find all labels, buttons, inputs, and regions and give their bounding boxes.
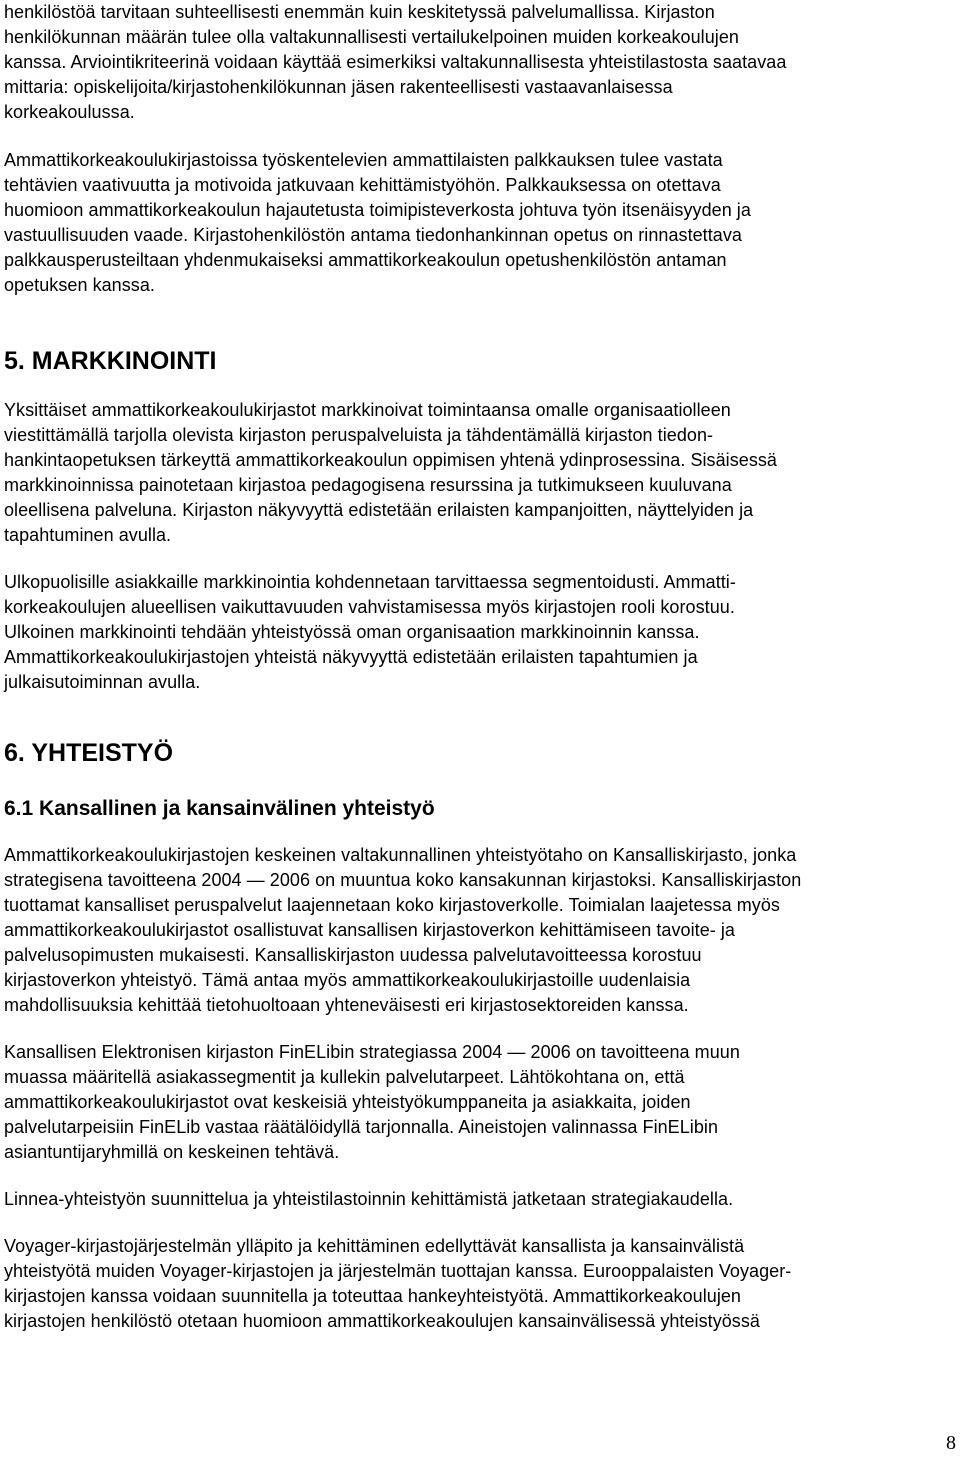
text-line: Ammattikorkeakoulukirjastojen yhteistä näkyvyyttä edistetään erilaisten tapahtumien ja <box>4 647 698 667</box>
text-line: asiantuntijaryhmillä on keskeinen tehtävä. <box>4 1142 340 1162</box>
text-line: kirjastoverkon yhteistyö. Tämä antaa myös ammattikorkeakoulukirjastoille uudenlaisia <box>4 970 691 990</box>
text-line: Kansallisen Elektronisen kirjaston FinELibin strategiassa 2004 — 2006 on tavoitteena muun <box>4 1042 740 1062</box>
paragraph-staff-size <box>4 0 956 125</box>
text-line: Ammattikorkeakoulukirjastojen keskeinen valtakunnallinen yhteistyötaho on Kansalliskirjasto, jonka <box>4 845 797 865</box>
text-line: mahdollisuuksia kehittää tietohuoltoaan yhteneväisesti eri kirjastosektoreiden kanssa. <box>4 995 689 1015</box>
text-line: henkilökunnan määrän tulee olla valtakunnallisesti vertailukelpoinen muiden korkeakoulujen <box>4 27 739 47</box>
text-line: huomioon ammattikorkeakoulun hajautetusta toimipisteverkosta johtuva työn itsenäisyyden ja <box>4 200 751 220</box>
paragraph-marketing-internal <box>4 398 956 548</box>
document-page <box>4 0 956 1334</box>
text-line: opetuksen kanssa. <box>4 275 155 295</box>
text-line: palvelusopimusten mukaisesti. Kansalliskirjaston uudessa palvelutavoitteessa korostuu <box>4 945 702 965</box>
text-line: viestittämällä tarjolla olevista kirjaston peruspalveluista ja tähdentämällä kirjaston tiedon- <box>4 425 714 445</box>
text-line: Voyager-kirjastojärjestelmän ylläpito ja kehittäminen edellyttävät kansallista ja kansainvälistä <box>4 1236 745 1256</box>
text-line: tuottamat kansalliset peruspalvelut laajennetaan koko kirjastoverkolle. Toimialan laajetessa myös <box>4 895 780 915</box>
text-line: tapahtuminen avulla. <box>4 525 172 545</box>
paragraph-voyager <box>4 1234 956 1334</box>
heading-marketing: 5. MARKKINOINTI <box>4 347 217 375</box>
page-number: 8 <box>946 1432 956 1454</box>
text-line: hankintaopetuksen tärkeyttä ammattikorkeakoulun oppimisen yhtenä ydinprosessina. Sisäisessä <box>4 450 777 470</box>
text-line: Ulkopuolisille asiakkaille markkinointia kohdennetaan tarvittaessa segmentoidusti. Ammatti- <box>4 572 736 592</box>
text-line: oleellisena palveluna. Kirjaston näkyvyyttä edistetään erilaisten kampanjoitten, näyttelyiden ja <box>4 500 754 520</box>
text-line: kirjastojen henkilöstö otetaan huomioon ammattikorkeakoulujen kansainvälisessä yhteistyössä <box>4 1311 760 1331</box>
paragraph-national-library <box>4 843 956 1018</box>
text-line: kanssa. Arviointikriteerinä voidaan käyttää esimerkiksi valtakunnallisesta yhteistilastosta saatavaa <box>4 52 787 72</box>
text-line: Ulkoinen markkinointi tehdään yhteistyössä oman organisaation markkinoinnin kanssa. <box>4 622 700 642</box>
text-line: kirjastojen kanssa voidaan suunnitella ja toteuttaa hankeyhteistyötä. Ammattikorkeakoulujen <box>4 1286 741 1306</box>
paragraph-linnea <box>4 1187 956 1212</box>
text-line: markkinoinnissa painotetaan kirjastoa pedagogisena resurssina ja tutkimukseen kuuluvana <box>4 475 732 495</box>
text-line: muassa määritellä asiakassegmentit ja kullekin palvelutarpeet. Lähtökohtana on, että <box>4 1067 685 1087</box>
text-line: korkeakoulussa. <box>4 102 135 122</box>
paragraph-salary <box>4 148 956 298</box>
text-line: yhteistyötä muiden Voyager-kirjastojen ja järjestelmän tuottajan kanssa. Eurooppalaisten Voyager- <box>4 1261 792 1281</box>
paragraph-marketing-external <box>4 570 956 695</box>
text-line: mittaria: opiskelijoita/kirjastohenkilökunnan jäsen rakenteellisesti vastaavanlaisessa <box>4 77 673 97</box>
text-line: korkeakoulujen alueellisen vaikuttavuuden vahvistamisessa myös kirjastojen rooli korostuu. <box>4 597 735 617</box>
text-line: ammattikorkeakoulukirjastot osallistuvat kansallisen kirjastoverkon kehittämiseen tavoite- ja <box>4 920 735 940</box>
paragraph-finelib <box>4 1040 956 1165</box>
text-line: Ammattikorkeakoulukirjastoissa työskentelevien ammattilaisten palkkauksen tulee vastata <box>4 150 723 170</box>
text-line: Linnea-yhteistyön suunnittelua ja yhteistilastoinnin kehittämistä jatketaan strategiakaudella. <box>4 1189 734 1209</box>
text-line: julkaisutoiminnan avulla. <box>4 672 201 692</box>
text-line: henkilöstöä tarvitaan suhteellisesti enemmän kuin keskitetyssä palvelumallissa. Kirjaston <box>4 2 715 22</box>
heading-cooperation: 6. YHTEISTYÖ <box>4 739 174 767</box>
text-line: vastuullisuuden vaade. Kirjastohenkilöstön antama tiedonhankinnan opetus on rinnastettava <box>4 225 742 245</box>
text-line: palkkausperusteiltaan yhdenmukaiseksi ammattikorkeakoulun opetushenkilöstön antaman <box>4 250 727 270</box>
heading-national-cooperation: 6.1 Kansallinen ja kansainvälinen yhteistyö <box>4 797 435 820</box>
text-line: tehtävien vaativuutta ja motivoida jatkuvaan kehittämistyöhön. Palkkauksessa on otettava <box>4 175 721 195</box>
text-line: strategisena tavoitteena 2004 — 2006 on muuntua koko kansakunnan kirjastoksi. Kansalliskirjaston <box>4 870 802 890</box>
text-line: ammattikorkeakoulukirjastot ovat keskeisiä yhteistyökumppaneita ja asiakkaita, joiden <box>4 1092 691 1112</box>
text-line: palvelutarpeisiin FinELib vastaa räätälöidyllä tarjonnalla. Aineistojen valinnassa FinELibin <box>4 1117 719 1137</box>
text-line: Yksittäiset ammattikorkeakoulukirjastot markkinoivat toimintaansa omalle organisaatiolleen <box>4 400 731 420</box>
